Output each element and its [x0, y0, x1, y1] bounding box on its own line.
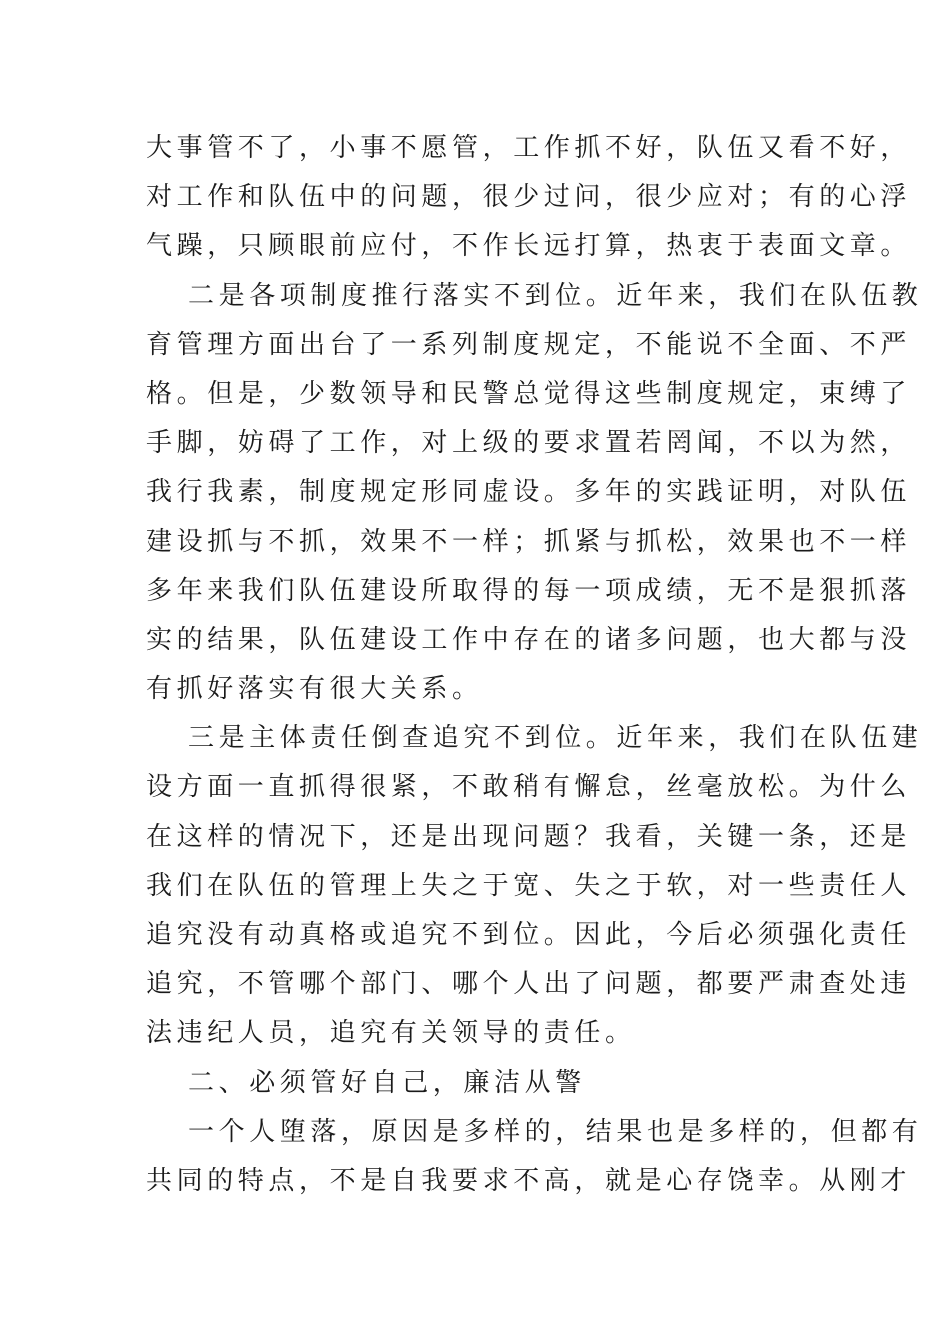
text-line: 追究没有动真格或追究不到位。因此，今后必须强化责任 — [146, 920, 912, 950]
section-heading: 二、必须管好自己，廉洁从警 — [188, 1067, 586, 1098]
text-line: 三是主体责任倒查追究不到位。近年来，我们在队伍建 — [188, 723, 923, 754]
text-line: 对工作和队伍中的问题，很少过问，很少应对；有的心浮 — [146, 182, 912, 213]
text-line: 气躁，只顾眼前应付，不作长远打算，热衷于表面文章。 — [146, 231, 912, 262]
text-line: 在这样的情况下，还是出现问题？我看，关键一条，还是 — [146, 821, 912, 852]
text-line: 大事管不了，小事不愿管，工作抓不好，队伍又看不好， — [146, 133, 912, 163]
text-line: 我们在队伍的管理上失之于宽、失之于软，对一些责任人 — [146, 870, 912, 901]
text-line: 多年来我们队伍建设所取得的每一项成绩，无不是狠抓落 — [146, 575, 912, 606]
text-line: 育管理方面出台了一系列制度规定，不能说不全面、不严 — [146, 329, 912, 360]
text-line: 共同的特点，不是自我要求不高，就是心存饶幸。从刚才 — [146, 1165, 912, 1196]
text-line: 格。但是，少数领导和民警总觉得这些制度规定，束缚了 — [146, 378, 912, 409]
text-line: 二是各项制度推行落实不到位。近年来，我们在队伍教 — [188, 280, 923, 311]
document-body — [146, 124, 923, 1206]
text-line: 建设抓与不抓，效果不一样；抓紧与抓松，效果也不一样 — [146, 526, 912, 557]
text-line: 法违纪人员，追究有关领导的责任。 — [146, 1018, 636, 1049]
text-line: 一个人堕落，原因是多样的，结果也是多样的，但都有 — [188, 1116, 923, 1147]
text-line: 我行我素，制度规定形同虚设。多年的实践证明，对队伍 — [146, 477, 912, 508]
text-line: 实的结果，队伍建设工作中存在的诸多问题，也大都与没 — [146, 624, 912, 655]
text-line: 有抓好落实有很大关系。 — [146, 674, 483, 705]
text-line: 设方面一直抓得很紧，不敢稍有懈怠，丝毫放松。为什么 — [146, 772, 912, 803]
text-line: 手脚，妨碍了工作，对上级的要求置若罔闻，不以为然， — [146, 428, 912, 459]
text-line: 追究，不管哪个部门、哪个人出了问题，都要严肃查处违 — [146, 969, 912, 1000]
